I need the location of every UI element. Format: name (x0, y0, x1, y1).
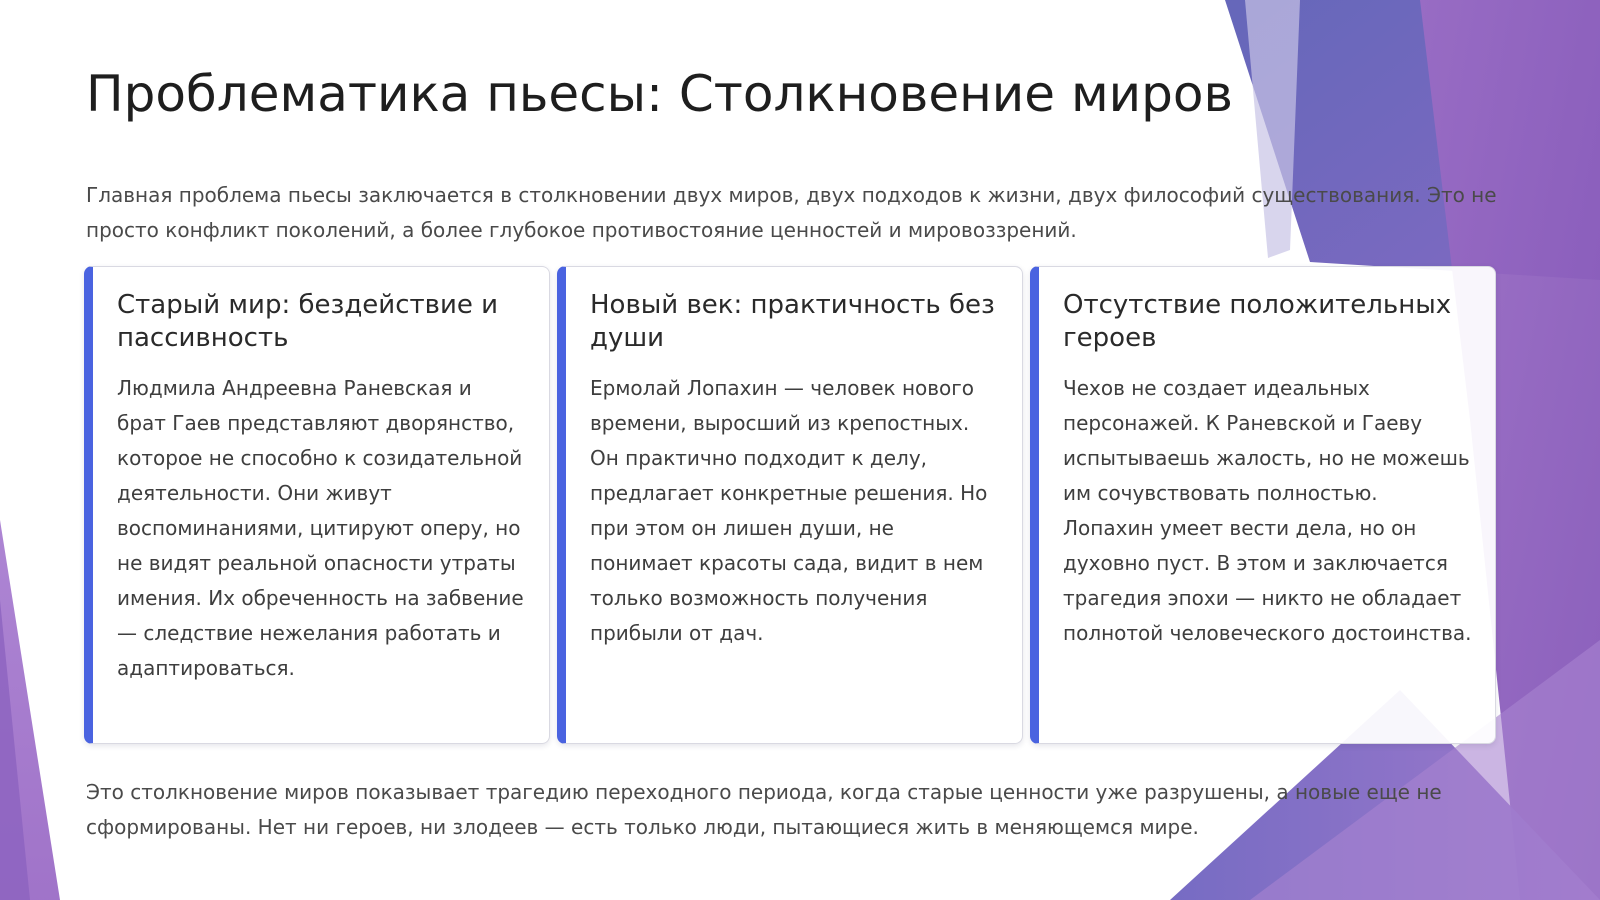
intro-paragraph: Главная проблема пьесы заключается в столкновении двух миров, двух подходов к жизни, двух философий существования. Это не просто конфликт поколений, а более глубокое противостояние ценностей и мировоззрений. (86, 183, 1497, 242)
card-text: Чехов не создает идеальных персонажей. К Раневской и Гаеву испытываешь жалость, но не можешь им сочувствовать полностью. Лопахин умеет вести дела, но он духовно пуст. В этом и заключается трагедия эпохи — никто не обладает полнотой человеческого достоинства. (1063, 376, 1472, 645)
card-title: Отсутствие положительных героев (1063, 290, 1452, 353)
card-text: Ермолай Лопахин — человек нового времени, выросший из крепостных. Он практично подходит к делу, предлагает конкретные решения. Но при этом он лишен души, не понимает красоты сада, видит в нем только возможность получения прибыли от дач. (590, 376, 988, 645)
card-no-heroes (1030, 266, 1496, 744)
conclusion-paragraph: Это столкновение миров показывает трагедию переходного периода, когда старые ценности уже разрушены, а новые еще не сформированы. Нет ни героев, ни злодеев — есть только люди, пытающиеся жить в меняющемся мире. (86, 780, 1442, 839)
slide-title: Проблематика пьесы: Столкновение миров (86, 65, 1233, 123)
card-text: Людмила Андреевна Раневская и брат Гаев представляют дворянство, которое не способно к созидательной деятельности. Они живут воспоминаниями, цитируют оперу, но не видят реальной опасности утраты имения. Их обреченность на забвение — следствие нежелания работать и адаптироваться. (117, 376, 524, 680)
card-new-age (557, 266, 1023, 744)
cards-row (84, 266, 1514, 746)
card-title: Новый век: практичность без души (590, 290, 995, 353)
card-old-world (84, 266, 550, 744)
card-title: Старый мир: бездействие и пассивность (117, 290, 499, 353)
